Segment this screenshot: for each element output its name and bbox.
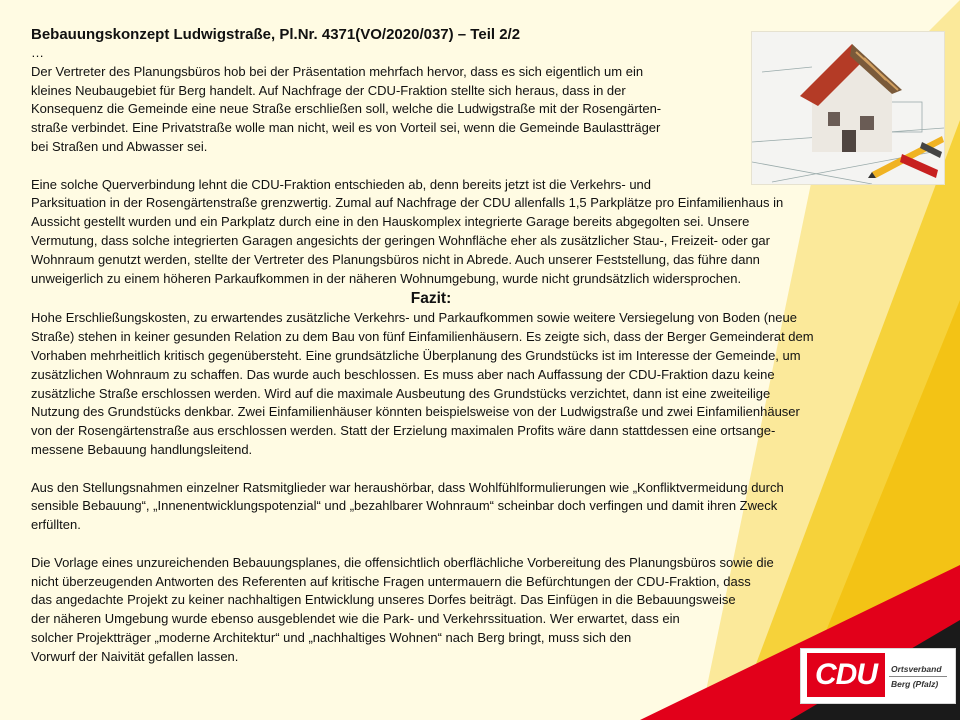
text-line: nicht überzeugenden Antworten des Referenten auf kritische Fragen untermauern die Befürchtungen der CDU-Fraktion, dass bbox=[31, 573, 751, 589]
text-line: straße verbindet. Eine Privatstraße wolle man nicht, weil es von Vorteil sei, wenn die Gemeinde Baulastträger bbox=[31, 120, 661, 136]
logo-location: Berg (Pfalz) bbox=[891, 679, 939, 689]
paragraph-cross-connection bbox=[31, 176, 901, 289]
text-line: Wohnraum genutzt werden, stellte der Vertreter des Planungsbüros nicht in Abrede. Auch unserer Feststellung, das führe dann bbox=[31, 251, 760, 267]
text-line: Nutzung des Grundstücks denkbar. Zwei Einfamilienhäuser könnten beispielsweise von der Ludwigstraße und zwei Einfamilienhäuser bbox=[31, 404, 800, 420]
text-line: Konsequenz die Gemeinde eine neue Straße erschließen soll, welche die Ludwigstraße mit der Rosengärten- bbox=[31, 101, 662, 117]
text-line: Aus den Stellungsnahmen einzelner Ratsmitglieder war heraushörbar, dass Wohlfühlformulierungen wie „Konfliktvermeidung durch bbox=[31, 479, 784, 495]
text-line: Eine solche Querverbindung lehnt die CDU-Fraktion entschieden ab, denn bereits jetzt ist die Verkehrs- und bbox=[31, 176, 652, 192]
text-line: zusätzliche Straße erschlossen werden. Wird auf die maximale Ausbeutung des Grundstücks verzichtet, dann ist eine zweiteilige bbox=[31, 385, 771, 401]
text-line: messene Bebauung handlungsleitend. bbox=[31, 441, 253, 457]
ellipsis: … bbox=[31, 45, 44, 60]
paragraph-conclusion bbox=[31, 309, 901, 459]
text-line: das angedachte Projekt zu keiner nachhaltigen Entwicklung unseres Dorfes beiträgt. Das Einfügen in die Bebauungsweise bbox=[31, 592, 736, 608]
text-line: erfüllten. bbox=[31, 517, 81, 533]
text-line: der näheren Umgebung wurde ebenso ausgeblendet wie die Park- und Verkehrssituation. Wer erwartet, dass ein bbox=[31, 611, 680, 627]
text-line: solcher Projektträger „moderne Architektur“ und „nachhaltiges Wohnen“ nach Berg bringt, muss sich den bbox=[31, 629, 632, 645]
text-line: Die Vorlage eines unzureichenden Bebauungsplanes, die offensichtlich oberflächliche Vorbereitung des Planungsbüros sowie die bbox=[31, 554, 774, 570]
fazit-heading: Fazit: bbox=[410, 290, 452, 308]
cdu-logo-mark: CDU bbox=[807, 653, 885, 697]
slide-title: Bebauungskonzept Ludwigstraße, Pl.Nr. 4371(VO/2020/037) – Teil 2/2 bbox=[31, 26, 521, 43]
text-line: sensible Bebauung“, „Innenentwicklungspotenzial“ und „bezahlbarer Wohnraum“ scheinbar doch verfingen und damit ihren Zweck bbox=[31, 498, 778, 514]
text-line: Vorwurf der Naivität gefallen lassen. bbox=[31, 648, 239, 664]
paragraph-gap bbox=[31, 460, 901, 479]
text-line: Aussicht gestellt wurden und ein Parkplatz durch eine in den Hauskomplex integrierte Garage bereits abgegolten sei. Unsere bbox=[31, 214, 750, 230]
text-line: unweigerlich zu einem höheren Parkaufkommen in der näheren Wohnumgebung, wurde nicht grundsätzlich widersprochen. bbox=[31, 270, 742, 286]
text-line: bei Straßen und Abwasser sei. bbox=[31, 138, 208, 154]
text-line: Straße) stehen in keiner gesunden Relation zu dem Bau von fünf Einfamilienhäusern. Es zeigte sich, dass der Berger Gemeinderat dem bbox=[31, 329, 814, 345]
logo-ortsverband: Ortsverband bbox=[891, 664, 942, 674]
slide-content bbox=[31, 26, 901, 667]
paragraph-statements bbox=[31, 479, 901, 535]
text-line: von der Rosengärtenstraße aus erschlossen werden. Statt der Erzielung maximalen Profits wäre dann stattdessen eine ortsange- bbox=[31, 423, 776, 439]
logo-divider bbox=[889, 676, 947, 677]
text-line: Vorhaben mehrheitlich kritisch gegenübersteht. Eine grundsätzliche Überplanung des Grundstücks ist im Interesse der Gemeinde, um bbox=[31, 347, 801, 363]
cdu-logo bbox=[800, 648, 956, 704]
text-line: zusätzlichen Wohnraum zu schaffen. Das wurde auch beschlossen. Es muss aber nach Auffassung der CDU-Fraktion dazu keine bbox=[31, 366, 775, 382]
paragraph-gap bbox=[31, 157, 901, 176]
text-line: Vermutung, dass solche integrierten Garagen angesichts der geringen Wohnfläche eher als zusätzlicher Stau-, Freizeit- oder gar bbox=[31, 232, 770, 248]
text-line: Hohe Erschließungskosten, zu erwartendes zusätzliche Verkehrs- und Parkaufkommen sowie weitere Versiegelung von Boden (neue bbox=[31, 310, 797, 326]
paragraph-final bbox=[31, 554, 901, 667]
text-line: Der Vertreter des Planungsbüros hob bei der Präsentation mehrfach hervor, dass es sich eigentlich um ein bbox=[31, 63, 644, 79]
text-line: Parksituation in der Rosengärtenstraße grenzwertig. Zumal auf Nachfrage der CDU allenfalls 1,5 Parkplätze pro Einfamilienhaus in bbox=[31, 195, 784, 211]
text-line: kleines Neubaugebiet für Berg handelt. Auf Nachfrage der CDU-Fraktion stellte sich heraus, dass in der bbox=[31, 82, 626, 98]
paragraph-gap bbox=[31, 535, 901, 554]
paragraph-presentation bbox=[31, 63, 901, 157]
